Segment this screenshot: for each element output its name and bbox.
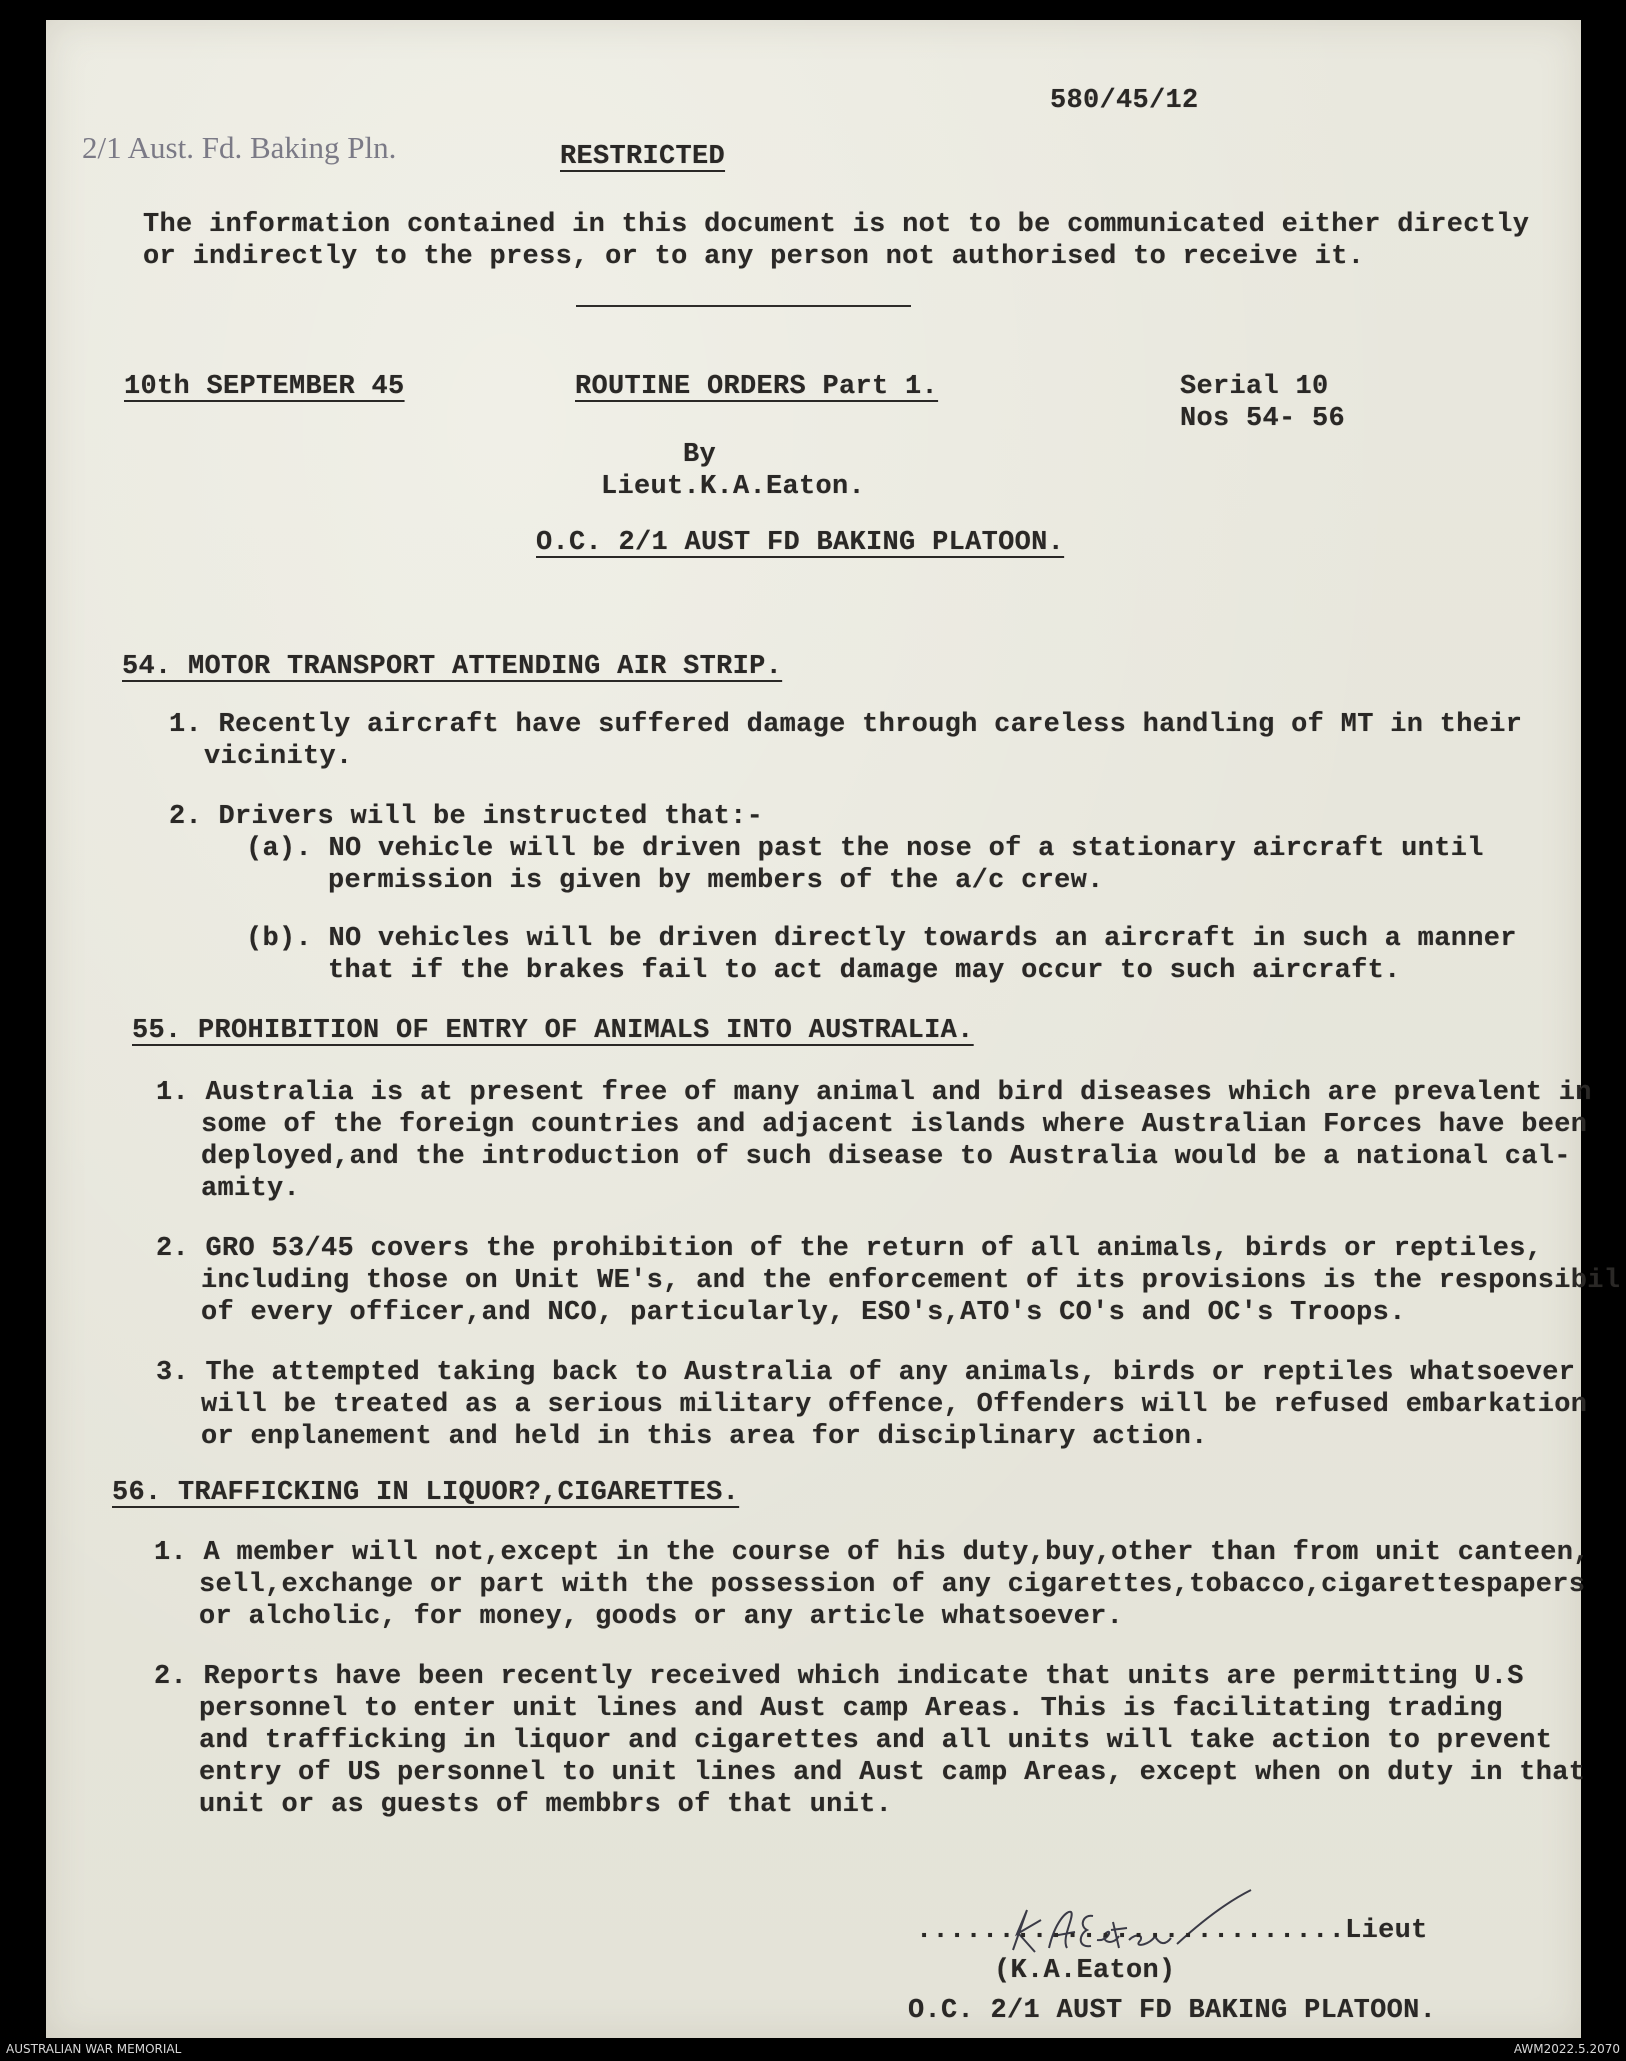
archive-caption: AUSTRALIAN WAR MEMORIAL bbox=[6, 2042, 182, 2056]
section-55-heading: 55. PROHIBITION OF ENTRY OF ANIMALS INTO AUSTRALIA. bbox=[132, 1016, 974, 1046]
section-55-line: some of the foreign countries and adjacent islands where Australian Forces have been bbox=[201, 1110, 1588, 1140]
section-55-line: 2. GRO 53/45 covers the prohibition of the return of all animals, birds or reptiles, bbox=[156, 1234, 1543, 1264]
section-55-line: 1. Australia is at present free of many animal and bird diseases which are prevalent in bbox=[156, 1078, 1592, 1108]
section-56-line: or alcholic, for money, goods or any article whatsoever. bbox=[199, 1602, 1124, 1632]
section-56-line: unit or as guests of membbrs of that unit. bbox=[199, 1790, 893, 1820]
section-54-line: permission is given by members of the a/c crew. bbox=[328, 866, 1104, 896]
section-54-line: 2. Drivers will be instructed that:- bbox=[169, 802, 764, 832]
section-56-line: 2. Reports have been recently received which indicate that units are permitting U.S bbox=[154, 1662, 1524, 1692]
section-54-line: that if the brakes fail to act damage may occur to such aircraft. bbox=[328, 956, 1401, 986]
document-page bbox=[46, 20, 1621, 2038]
section-56-line: and trafficking in liquor and cigarettes and all units will take action to prevent bbox=[199, 1726, 1553, 1756]
archive-reference: AWM2022.5.2070 bbox=[1513, 2042, 1620, 2056]
serial-number: Serial 10 bbox=[1180, 372, 1329, 402]
notice-line-1: The information contained in this document is not to be communicated either directly bbox=[143, 210, 1530, 240]
unit-stamp: 2/1 Aust. Fd. Baking Pln. bbox=[82, 130, 397, 165]
notice-line-2: or indirectly to the press, or to any person not authorised to receive it. bbox=[143, 242, 1365, 272]
section-54-heading: 54. MOTOR TRANSPORT ATTENDING AIR STRIP. bbox=[122, 652, 783, 682]
signature-dotted-line: ..........................Lieut bbox=[916, 1916, 1428, 1946]
signatory-name: (K.A.Eaton) bbox=[994, 1956, 1176, 1986]
section-56-line: sell,exchange or part with the possession of any cigarettes,tobacco,cigarettespapers bbox=[199, 1570, 1586, 1600]
section-56-line: 1. A member will not,except in the course of his duty,buy,other than from unit canteen, bbox=[154, 1538, 1590, 1568]
order-date: 10th SEPTEMBER 45 bbox=[124, 372, 405, 402]
section-56-heading: 56. TRAFFICKING IN LIQUOR?,CIGARETTES. bbox=[112, 1478, 740, 1508]
section-56-line: personnel to enter unit lines and Aust camp Areas. This is facilitating trading bbox=[199, 1694, 1503, 1724]
order-title: ROUTINE ORDERS Part 1. bbox=[575, 372, 939, 402]
section-54-line: vicinity. bbox=[204, 742, 353, 772]
by-label: By bbox=[683, 440, 717, 470]
section-55-line: 3. The attempted taking back to Australia of any animals, birds or reptiles whatsoever bbox=[156, 1358, 1576, 1388]
section-56-line: entry of US personnel to unit lines and Aust camp Areas, except when on duty in that bbox=[199, 1758, 1586, 1788]
section-55-line: or enplanement and held in this area for disciplinary action. bbox=[201, 1422, 1208, 1452]
signatory-title: O.C. 2/1 AUST FD BAKING PLATOON. bbox=[908, 1996, 1437, 2026]
section-54-line: (b). NO vehicles will be driven directly towards an aircraft in such a manner bbox=[246, 924, 1517, 954]
oc-line: O.C. 2/1 AUST FD BAKING PLATOON. bbox=[536, 528, 1065, 558]
order-numbers: Nos 54- 56 bbox=[1180, 404, 1346, 434]
file-reference: 580/45/12 bbox=[1050, 86, 1199, 116]
issuing-officer: Lieut.K.A.Eaton. bbox=[601, 472, 866, 502]
section-55-line: amity. bbox=[201, 1174, 301, 1204]
section-55-line: deployed,and the introduction of such disease to Australia would be a national cal- bbox=[201, 1142, 1571, 1172]
section-55-line: will be treated as a serious military offence, Offenders will be refused embarkation bbox=[201, 1390, 1588, 1420]
classification: RESTRICTED bbox=[560, 142, 726, 172]
section-54-line: (a). NO vehicle will be driven past the nose of a stationary aircraft until bbox=[246, 834, 1484, 864]
section-55-line: including those on Unit WE's, and the enforcement of its provisions is the responsibil bbox=[201, 1266, 1621, 1296]
section-55-line: of every officer,and NCO, particularly, ESO's,ATO's CO's and OC's Troops. bbox=[201, 1298, 1406, 1328]
section-54-line: 1. Recently aircraft have suffered damage through careless handling of MT in their bbox=[169, 710, 1523, 740]
divider bbox=[576, 305, 911, 307]
